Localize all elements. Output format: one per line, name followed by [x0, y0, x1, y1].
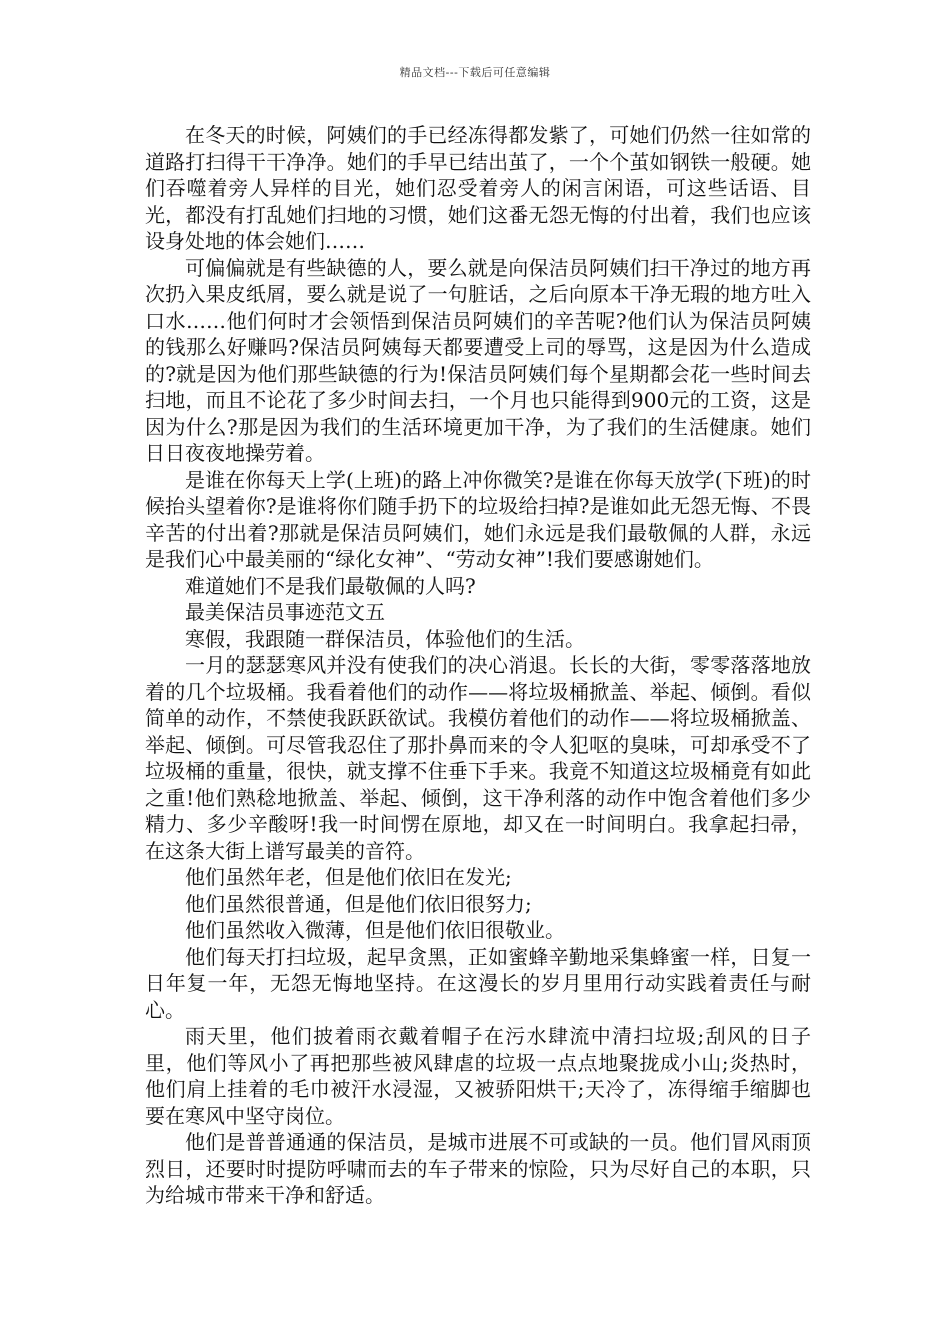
- page-header: 精品文档---下载后可任意编辑: [399, 66, 551, 79]
- document-body: [145, 122, 811, 1209]
- paragraph: 在冬天的时候，阿姨们的手已经冻得都发紫了，可她们仍然一往如常的道路打扫得干干净净。她们的手早已结出茧了，一个个茧如钢铁一般硬。她们吞噬着旁人异样的目光，她们忍受着旁人的闲言闲语，可这些话语、目光，都没有打乱她们扫地的习惯，她们这番无怨无悔的付出着，我们也应该设身处地的体会她们……: [145, 123, 811, 253]
- section-heading: 最美保洁员事迹范文五: [185, 600, 385, 624]
- paragraph: 寒假，我跟随一群保洁员，体验他们的生活。: [185, 626, 585, 651]
- paragraph: 雨天里，他们披着雨衣戴着帽子在污水肆流中清扫垃圾;刮风的日子里，他们等风小了再把那些被风肆虐的垃圾一点点地聚拢成小山;炎热时，他们肩上挂着的毛巾被汗水浸湿，又被骄阳烘干;天冷了，冻得缩手缩脚也要在寒风中坚守岗位。: [145, 1024, 811, 1128]
- paragraph: 难道她们不是我们最敬佩的人吗?: [185, 573, 476, 598]
- paragraph: 他们是普普通通的保洁员，是城市进展不可或缺的一员。他们冒风雨顶烈日，还要时时提防呼啸而去的车子带来的惊险，只为尽好自己的本职，只为给城市带来干净和舒适。: [145, 1130, 811, 1207]
- paragraph: 他们虽然收入微薄，但是他们依旧很敬业。: [185, 918, 565, 942]
- paragraph: 他们每天打扫垃圾，起早贪黑，正如蜜蜂辛勤地采集蜂蜜一样，日复一日年复一年，无怨无悔地坚持。在这漫长的岁月里用行动实践着责任与耐心。: [145, 944, 811, 1022]
- paragraph: 他们虽然年老，但是他们依旧在发光;: [185, 865, 512, 889]
- paragraph: 可偏偏就是有些缺德的人，要么就是向保洁员阿姨们扫干净过的地方再次扔入果皮纸屑，要么就是说了一句脏话，之后向原本干净无瑕的地方吐入口水……他们何时才会领悟到保洁员阿姨们的辛苦呢?他们认为保洁员阿姨的钱那么好赚吗?保洁员阿姨每天都要遭受上司的辱骂，这是因为什么造成的?就是因为他们那些缺德的行为!保洁员阿姨们每个星期都会花一些时间去扫地，而且不论花了多少时间去扫，一个月也只能得到900元的工资，这是因为什么?那是因为我们的生活环境更加干净，为了我们的生活健康。她们日日夜夜地操劳着。: [145, 255, 811, 465]
- paragraph: 他们虽然很普通，但是他们依旧很努力;: [185, 891, 532, 916]
- paragraph: 一月的瑟瑟寒风并没有使我们的决心消退。长长的大街，零零落落地放着的几个垃圾桶。我看着他们的动作——将垃圾桶掀盖、举起、倾倒。看似简单的动作，不禁使我跃跃欲试。我模仿着他们的动作——将垃圾桶掀盖、举起、倾倒。可尽管我忍住了那扑鼻而来的令人犯呕的臭味，可却承受不了垃圾桶的重量，很快，就支撑不住垂下手来。我竟不知道这垃圾桶竟有如此之重!他们熟稔地掀盖、举起、倾倒，这干净利落的动作中饱含着他们多少精力、多少辛酸呀!我一时间愣在原地，却又在一时间明白。我拿起扫帚，在这条大街上谱写最美的音符。: [145, 653, 811, 863]
- paragraph: 是谁在你每天上学(上班)的路上冲你微笑?是谁在你每天放学(下班)的时候抬头望着你?是谁将你们随手扔下的垃圾给扫掉?是谁如此无怨无悔、不畏辛苦的付出着?那就是保洁员阿姨们，她们永远是我们最敬佩的人群，永远是我们心中最美丽的“绿化女神”、“劳动女神”!我们要感谢她们。: [145, 467, 811, 571]
